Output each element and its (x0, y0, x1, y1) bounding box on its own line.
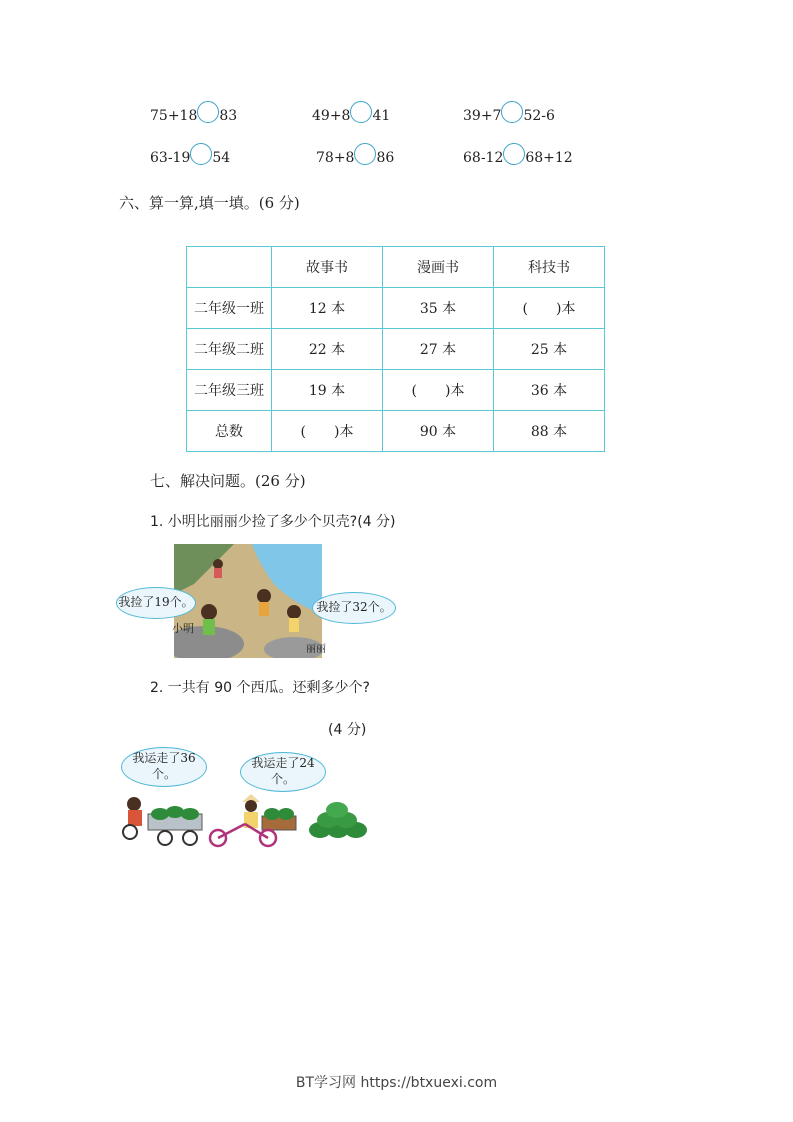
question-2-score: (4 分) (328, 722, 367, 738)
row-label: 总数 (187, 411, 272, 452)
book-table (186, 246, 605, 452)
table-row (187, 329, 605, 370)
comparison-3: 39+7 52-6 (463, 108, 555, 124)
section6-title: 六、算一算,填一填。(6 分) (119, 194, 300, 212)
table-row (187, 288, 605, 329)
answer-circle[interactable] (197, 101, 219, 123)
name-lili: 丽丽 (306, 644, 326, 655)
speech-bubble-left: 我捡了19个。 (116, 587, 196, 619)
row-label: 二年级二班 (187, 329, 272, 370)
table-header-row (187, 247, 605, 288)
comparison-2: 49+8 41 (312, 108, 390, 124)
answer-circle[interactable] (503, 143, 525, 165)
table-cell-blank[interactable]: ( )本 (383, 370, 494, 411)
table-cell: 12 本 (272, 288, 383, 329)
table-cell: 25 本 (494, 329, 605, 370)
answer-circle[interactable] (354, 143, 376, 165)
answer-circle[interactable] (501, 101, 523, 123)
table-cell: 27 本 (383, 329, 494, 370)
footer-watermark: BT学习网 https://btxuexi.com (295, 1075, 498, 1091)
question-2: 2. 一共有 90 个西瓜。还剩多少个? (150, 680, 370, 696)
row-label: 二年级三班 (187, 370, 272, 411)
comparison-1: 75+18 83 (150, 108, 237, 124)
table-cell: 88 本 (494, 411, 605, 452)
table-cell-blank[interactable]: ( )本 (494, 288, 605, 329)
name-xiaoming: 小明 (172, 622, 194, 635)
question-1: 1. 小明比丽丽少捡了多少个贝壳?(4 分) (150, 514, 396, 530)
table-row (187, 411, 605, 452)
answer-circle[interactable] (350, 101, 372, 123)
row-label: 二年级一班 (187, 288, 272, 329)
table-header: 漫画书 (383, 247, 494, 288)
table-cell: 36 本 (494, 370, 605, 411)
section7-title: 七、解决问题。(26 分) (150, 472, 306, 490)
beach-illustration (174, 544, 322, 658)
table-header: 科技书 (494, 247, 605, 288)
table-row (187, 370, 605, 411)
watermelon-illustration (120, 792, 380, 854)
comparison-6: 68-12 68+12 (463, 150, 573, 166)
table-corner (187, 247, 272, 288)
table-cell: 19 本 (272, 370, 383, 411)
table-cell-blank[interactable]: ( )本 (272, 411, 383, 452)
speech-bubble-right: 我捡了32个。 (312, 592, 396, 624)
table-cell: 22 本 (272, 329, 383, 370)
speech-bubble-left: 我运走了36个。 (121, 747, 207, 787)
speech-bubble-right: 我运走了24个。 (240, 752, 326, 792)
table-cell: 35 本 (383, 288, 494, 329)
comparison-5: 78+8 86 (316, 150, 394, 166)
table-header: 故事书 (272, 247, 383, 288)
table-cell: 90 本 (383, 411, 494, 452)
comparison-4: 63-19 54 (150, 150, 230, 166)
answer-circle[interactable] (190, 143, 212, 165)
